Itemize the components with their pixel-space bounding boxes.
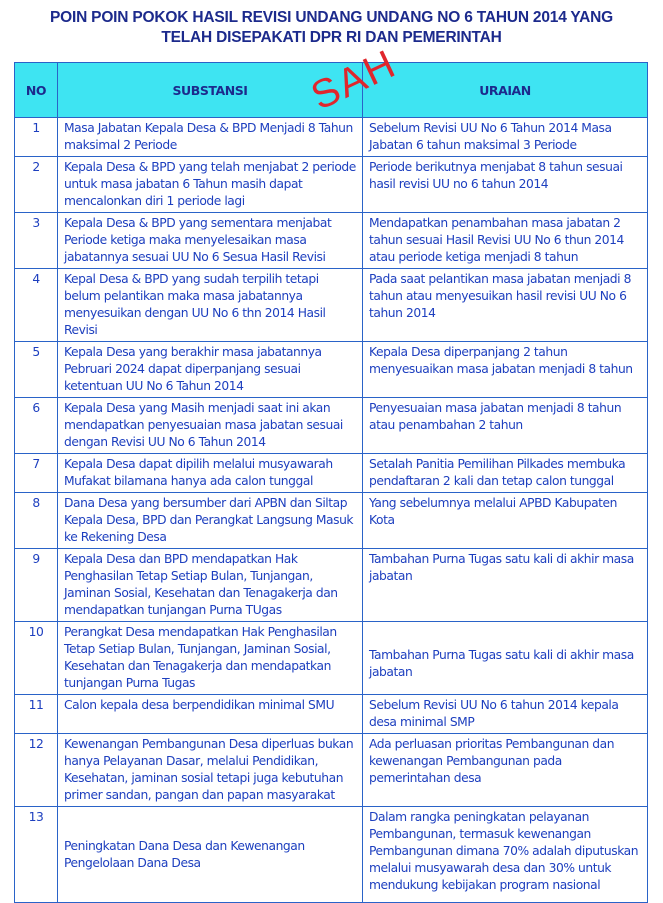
table-row	[15, 622, 648, 695]
substansi-cell: Calon kepala desa berpendidikan minimal SMU	[58, 695, 363, 734]
no-cell: 3	[15, 213, 58, 269]
header-no: NO	[15, 63, 58, 118]
substansi-cell: Peningkatan Dana Desa dan Kewenangan Pengelolaan Dana Desa	[58, 807, 363, 903]
table-row	[15, 493, 648, 549]
uraian-cell: Yang sebelumnya melalui APBD Kabupaten Kota	[363, 493, 648, 549]
uraian-cell: Periode berikutnya menjabat 8 tahun sesuai hasil revisi UU no 6 tahun 2014	[363, 157, 648, 213]
no-cell: 2	[15, 157, 58, 213]
table-row	[15, 118, 648, 157]
no-cell: 5	[15, 342, 58, 398]
substansi-cell: Masa Jabatan Kepala Desa & BPD Menjadi 8 Tahun maksimal 2 Periode	[58, 118, 363, 157]
uraian-cell: Tambahan Purna Tugas satu kali di akhir masa jabatan	[363, 549, 648, 622]
title-line-2: TELAH DISEPAKATI DPR RI DAN PEMERINTAH	[161, 29, 502, 46]
uraian-cell: Ada perluasan prioritas Pembangunan dan kewenangan Pembangunan pada pemerintahan desa	[363, 734, 648, 807]
no-cell: 4	[15, 269, 58, 342]
substansi-cell: Kepala Desa & BPD yang telah menjabat 2 periode untuk masa jabatan 6 Tahun masih dapat mencalonkan diri 1 periode lagi	[58, 157, 363, 213]
table-row	[15, 454, 648, 493]
no-cell: 1	[15, 118, 58, 157]
no-cell: 7	[15, 454, 58, 493]
uraian-cell: Kepala Desa diperpanjang 2 tahun menyesuaikan masa jabatan menjadi 8 tahun	[363, 342, 648, 398]
substansi-cell: Kepala Desa dapat dipilih melalui musyawarah Mufakat bilamana hanya ada calon tunggal	[58, 454, 363, 493]
no-cell: 11	[15, 695, 58, 734]
substansi-cell: Kepala Desa yang berakhir masa jabatannya Pebruari 2024 dapat diperpanjang sesuai ketentuan UU No 6 Tahun 2014	[58, 342, 363, 398]
no-cell: 13	[15, 807, 58, 903]
uraian-cell: Dalam rangka peningkatan pelayanan Pembangunan, termasuk kewenangan Pembangunan dimana 70% adalah diputuskan melalui musyawarah desa dan 30% untuk mendukung kebijakan program nasional	[363, 807, 648, 903]
revision-table	[14, 62, 648, 903]
no-cell: 6	[15, 398, 58, 454]
no-cell: 10	[15, 622, 58, 695]
substansi-cell: Perangkat Desa mendapatkan Hak Penghasilan Tetap Setiap Bulan, Tunjangan, Jaminan Sosial, Kesehatan dan Tenagakerja dan mendapatkan tunjangan Purna Tugas	[58, 622, 363, 695]
uraian-cell: Sebelum Revisi UU No 6 tahun 2014 kepala desa minimal SMP	[363, 695, 648, 734]
uraian-cell: Sebelum Revisi UU No 6 Tahun 2014 Masa Jabatan 6 tahun maksimal 3 Periode	[363, 118, 648, 157]
table-row	[15, 269, 648, 342]
table-row	[15, 695, 648, 734]
table-row	[15, 213, 648, 269]
no-cell: 12	[15, 734, 58, 807]
uraian-cell: Penyesuaian masa jabatan menjadi 8 tahun atau penambahan 2 tahun	[363, 398, 648, 454]
header-substansi: SUBSTANSI	[58, 63, 363, 118]
table-row	[15, 398, 648, 454]
table-row	[15, 734, 648, 807]
table-row	[15, 549, 648, 622]
header-uraian: URAIAN	[363, 63, 648, 118]
uraian-cell: Pada saat pelantikan masa jabatan menjadi 8 tahun atau menyesuikan hasil revisi UU No 6 tahun 2014	[363, 269, 648, 342]
uraian-cell: Mendapatkan penambahan masa jabatan 2 tahun sesuai Hasil Revisi UU No 6 thun 2014 atau periode ketiga menjadi 8 tahun	[363, 213, 648, 269]
sah-stamp: SAH	[304, 41, 404, 119]
substansi-cell: Kepala Desa & BPD yang sementara menjabat Periode ketiga maka menyelesaikan masa jabatannya sesuai UU No 6 Sesua Hasil Revisi	[58, 213, 363, 269]
substansi-cell: Dana Desa yang bersumber dari APBN dan Siltap Kepala Desa, BPD dan Perangkat Langsung Masuk ke Rekening Desa	[58, 493, 363, 549]
substansi-cell: Kepala Desa dan BPD mendapatkan Hak Penghasilan Tetap Setiap Bulan, Tunjangan, Jaminan Sosial, Kesehatan dan Tenagakerja dan mendapatkan tunjangan Purna TUgas	[58, 549, 363, 622]
substansi-cell: Kewenangan Pembangunan Desa diperluas bukan hanya Pelayanan Dasar, melalui Pendidikan, Kesehatan, jaminan sosial tetapi juga kebutuhan primer sandan, pangan dan papan masyarakat	[58, 734, 363, 807]
title-line-1: POIN POIN POKOK HASIL REVISI UNDANG UNDANG NO 6 TAHUN 2014 YANG	[49, 9, 613, 26]
substansi-cell: Kepala Desa yang Masih menjadi saat ini akan mendapatkan penyesuaian masa jabatan sesuai dengan Revisi UU No 6 Tahun 2014	[58, 398, 363, 454]
no-cell: 9	[15, 549, 58, 622]
uraian-cell: Setalah Panitia Pemilihan Pilkades membuka pendaftaran 2 kali dan tetap calon tunggal	[363, 454, 648, 493]
document-title	[0, 8, 663, 48]
uraian-cell: Tambahan Purna Tugas satu kali di akhir masa jabatan	[363, 622, 648, 695]
no-cell: 8	[15, 493, 58, 549]
table-row	[15, 342, 648, 398]
substansi-cell: Kepal Desa & BPD yang sudah terpilih tetapi belum pelantikan maka masa jabatannya menyesuikan dengan UU No 6 thn 2014 Hasil Revisi	[58, 269, 363, 342]
table-row	[15, 807, 648, 903]
table-row	[15, 157, 648, 213]
